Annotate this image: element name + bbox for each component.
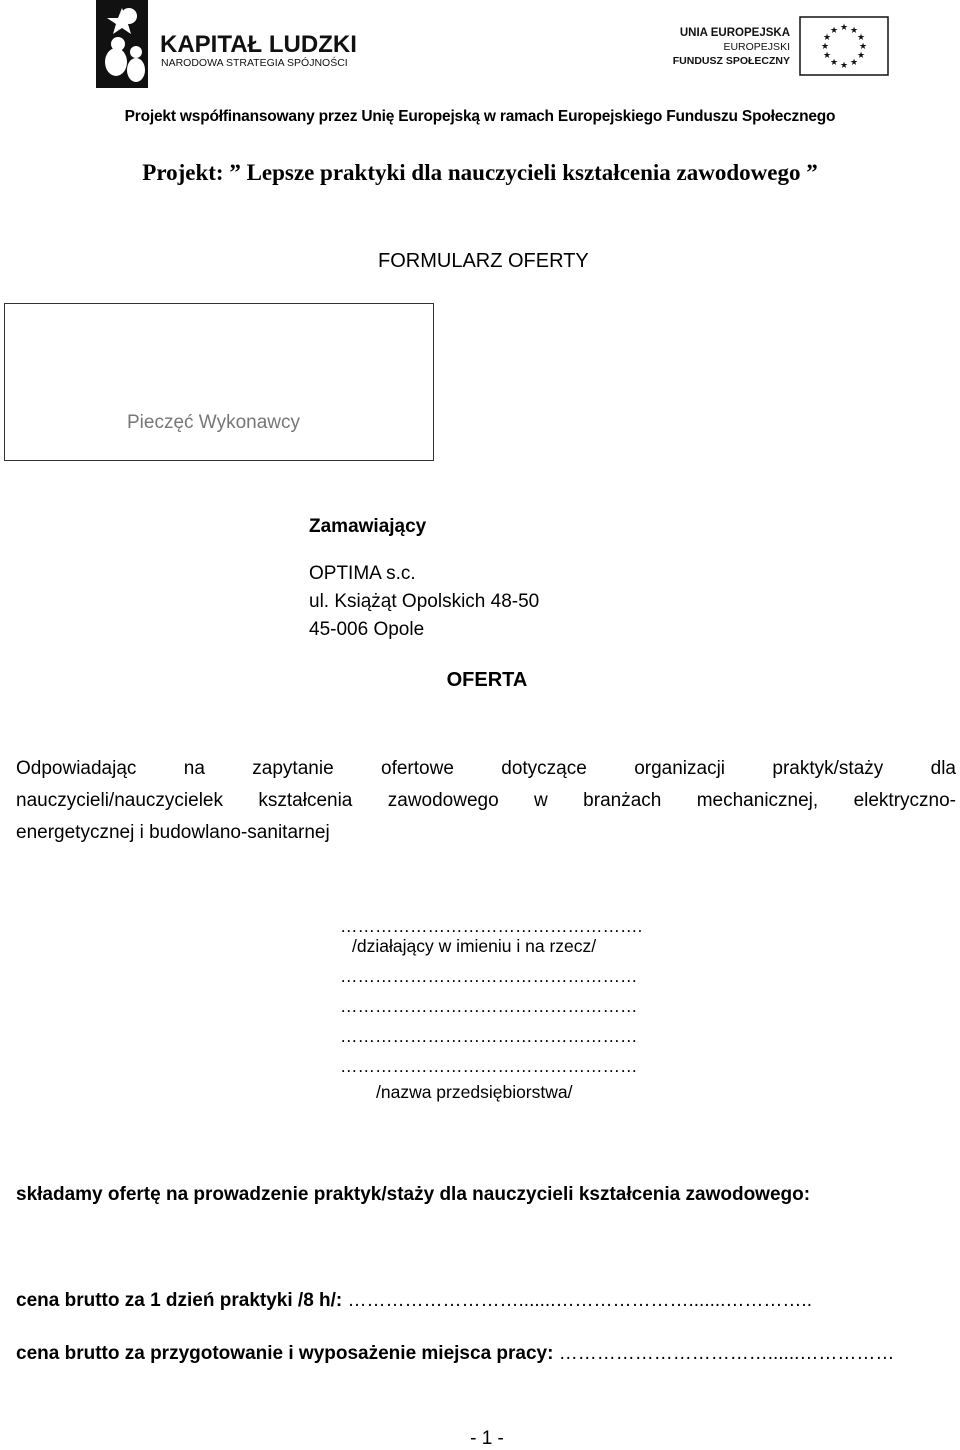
signature-dots-line: ……………………………………………. [340, 916, 643, 936]
company-name-dots-line: …………………………………………… [340, 1026, 638, 1046]
price-per-day-row [16, 1290, 812, 1312]
svg-text:★: ★ [856, 51, 866, 61]
svg-text:★: ★ [849, 26, 859, 36]
svg-text:★: ★ [829, 58, 839, 68]
offer-heading: OFERTA [446, 669, 528, 691]
svg-text:★: ★ [820, 42, 830, 52]
eu-logo [672, 16, 890, 76]
cofinance-note: Projekt współfinansowany przez Unię Europejską w ramach Europejskiego Funduszu Społecznego [124, 108, 836, 125]
kapital-ludzki-logo [96, 0, 361, 88]
contractor-stamp-label: Pieczęć Wykonawcy [127, 412, 300, 433]
price-per-day-label: cena brutto za 1 dzień praktyki /8 h/: [16, 1290, 343, 1311]
company-name-dots-line: …………………………………………… [340, 1056, 638, 1076]
price-preparation-dots: ……………………………......…………… [558, 1343, 895, 1364]
svg-text:★: ★ [856, 33, 866, 43]
eu-logo-line1: UNIA EUROPEJSKA [679, 27, 790, 39]
company-name-dots-line: …………………………………………… [340, 966, 638, 986]
orderer-label: Zamawiający [309, 516, 427, 537]
project-title: Projekt: ” Lepsze praktyki dla nauczycieli kształcenia zawodowego ” [142, 160, 818, 185]
company-name-label: /nazwa przedsiębiorstwa/ [376, 1082, 573, 1102]
signature-acting-on-behalf-label: /działający w imieniu i na rzecz/ [352, 936, 597, 956]
kl-logo-sub-text: NARODOWA STRATEGIA SPÓJNOŚCI [161, 57, 348, 69]
kl-logo-main-text: KAPITAŁ LUDZKI [160, 31, 357, 58]
eu-logo-line2: EUROPEJSKI [723, 41, 790, 53]
price-preparation-row [16, 1343, 894, 1365]
svg-text:★: ★ [839, 23, 849, 33]
offer-statement: składamy ofertę na prowadzenie praktyk/staży dla nauczycieli kształcenia zawodowego: [16, 1184, 811, 1205]
svg-text:★: ★ [849, 58, 859, 68]
orderer-street: ul. Książąt Opolskich 48-50 [309, 591, 540, 612]
orderer-city: 45-006 Opole [309, 619, 425, 640]
svg-text:★: ★ [822, 51, 832, 61]
intro-line-2: nauczycieli/nauczycielek kształcenia zawodowego w branżach mechanicznej, elektryczno- [16, 790, 956, 811]
form-title: FORMULARZ OFERTY [378, 250, 589, 272]
orderer-name: OPTIMA s.c. [309, 563, 416, 584]
price-per-day-dots: ……………………….......………………….......………….. [347, 1290, 812, 1311]
intro-line-1: Odpowiadając na zapytanie ofertowe dotyczące organizacji praktyk/staży dla [16, 758, 956, 779]
eu-logo-line3: FUNDUSZ SPOŁECZNY [672, 55, 790, 67]
contractor-stamp-box [4, 303, 434, 461]
svg-text:★: ★ [839, 61, 849, 71]
svg-text:★: ★ [829, 26, 839, 36]
page-number: - 1 - [470, 1428, 504, 1449]
intro-line-3: energetycznej i budowlano-sanitarnej [16, 822, 330, 843]
svg-text:★: ★ [822, 33, 832, 43]
svg-text:★: ★ [858, 42, 868, 52]
company-name-dots-line: …………………………………………… [340, 996, 638, 1016]
price-preparation-label: cena brutto za przygotowanie i wyposażenie miejsca pracy: [16, 1343, 554, 1364]
